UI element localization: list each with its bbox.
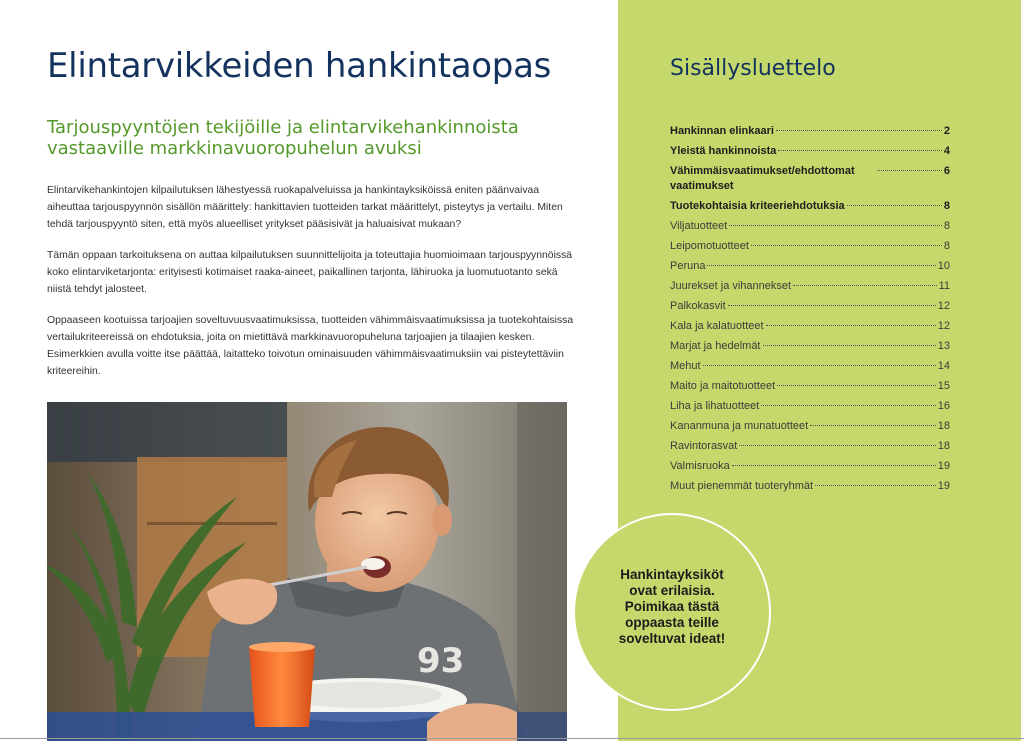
toc-item-page: 8 (943, 220, 950, 232)
toc-item-label: Ravintorasvat (670, 440, 738, 452)
toc-item[interactable] (670, 459, 950, 474)
toc-item-label: Tuotekohtaisia kriteeriehdotuksia (670, 200, 845, 212)
toc-item[interactable] (670, 199, 950, 214)
toc-item-page: 8 (943, 200, 950, 212)
toc-item-page: 12 (937, 320, 950, 332)
toc-item-page: 18 (937, 440, 950, 452)
callout-circle (573, 513, 771, 711)
toc-item-label: Maito ja maitotuotteet (670, 380, 776, 392)
toc-item-label: Muut pienemmät tuoteryhmät (670, 480, 814, 492)
toc-item-page: 19 (937, 480, 950, 492)
toc-item[interactable] (670, 239, 950, 254)
photo-illustration (47, 402, 567, 741)
toc-item-page: 16 (937, 400, 950, 412)
intro-paragraph-1: Elintarvikehankintojen kilpailutuksen lähestyessä ruokapalveluissa ja hankintayksiköissä eniten päänvaivaa aiheuttaa tarjouspyynnön sisällön määrittely: hankittavien tuotteiden tarkat määrittelyt, pisteytys ja vertailu. Miten tehdä tarjouspyyntö siten, että myös alueelliset yritykset pääsisivät ja haluaisivat mukaan? (47, 185, 563, 230)
toc-item-page: 2 (943, 125, 950, 137)
toc-item[interactable] (670, 124, 950, 139)
toc-item[interactable] (670, 479, 950, 494)
toc-item-label: Marjat ja hedelmät (670, 340, 761, 352)
toc-item-label: Yleistä hankinnoista (670, 145, 777, 157)
toc-item-page: 12 (937, 300, 950, 312)
toc-item-label: Valmisruoka (670, 460, 730, 472)
toc-list (670, 124, 950, 499)
toc-item[interactable] (670, 299, 950, 314)
toc-item[interactable] (670, 219, 950, 234)
page-subtitle: Tarjouspyyntöjen tekijöille ja elintarvikehankinnoista vastaaville markkinavuoropuhelun avuksi (47, 117, 519, 159)
toc-item[interactable] (670, 399, 950, 414)
intro-text (47, 182, 582, 394)
intro-paragraph-2: Tämän oppaan tarkoituksena on auttaa kilpailutuksen suunnittelijoita ja toteuttajia huomioimaan tarjouspyynnöissä koko elintarviketarjonta: erityisesti kotimaiset raaka-aineet, paikallinen tarjonta, lähiruoka ja luomutuotanto sekä niistä tehdyt jalosteet. (47, 250, 573, 295)
toc-item[interactable] (670, 319, 950, 334)
toc-item[interactable] (670, 359, 950, 374)
toc-item-page: 14 (937, 360, 950, 372)
toc-item-label: Mehut (670, 360, 701, 372)
toc-item[interactable] (670, 419, 950, 434)
toc-item-page: 8 (943, 240, 950, 252)
toc-item[interactable] (670, 339, 950, 354)
toc-item-page: 13 (937, 340, 950, 352)
toc-item-page: 19 (937, 460, 950, 472)
toc-item-label: Hankinnan elinkaari (670, 125, 774, 137)
toc-item-label: Juurekset ja vihannekset (670, 280, 792, 292)
toc-item-page: 6 (943, 165, 950, 177)
toc-item[interactable] (670, 279, 950, 294)
shirt-number: 93 (417, 641, 465, 681)
intro-paragraph-3: Oppaaseen kootuissa tarjoajien soveltuvuusvaatimuksissa, tuotteiden vähimmäisvaatimuksissa ja tuotekohtaisissa vertailukriteereissä on ehdotuksia, joita on mietittävä markkinavuoropuheluna tarjoajien ja tilaajien kesken. Esimerkkien avulla voitte itse päättää, laitatteko toivotun ominaisuuden vähimmäisvaatimuksiin vai pisteytettäviin kriteereihin. (47, 315, 574, 377)
toc-item[interactable] (670, 144, 950, 159)
toc-item-label: Kala ja kalatuotteet (670, 320, 764, 332)
toc-item-page: 15 (937, 380, 950, 392)
toc-item-label: Peruna (670, 260, 706, 272)
toc-item-label: Kananmuna ja munatuotteet (670, 420, 809, 432)
toc-item-page: 11 (938, 280, 950, 292)
toc-item-page: 4 (943, 145, 950, 157)
page-title: Elintarvikkeiden hankintaopas (47, 46, 552, 86)
toc-item-page: 18 (937, 420, 950, 432)
toc-item[interactable] (670, 439, 950, 454)
toc-item-label: Liha ja lihatuotteet (670, 400, 760, 412)
toc-item-label: Vähimmäisvaatimukset/ehdottomat vaatimukset (670, 165, 855, 192)
toc-item[interactable] (670, 164, 950, 194)
toc-item-page: 10 (937, 260, 950, 272)
page-bottom-border (0, 738, 1024, 739)
toc-item[interactable] (670, 259, 950, 274)
toc-item-label: Leipomotuotteet (670, 240, 749, 252)
toc-title: Sisällysluettelo (670, 56, 836, 81)
toc-item-label: Viljatuotteet (670, 220, 728, 232)
toc-item[interactable] (670, 379, 950, 394)
toc-item-label: Palkokasvit (670, 300, 726, 312)
child-eating-photo (47, 402, 567, 741)
callout-text: Hankintayksiköt ovat erilaisia. Poimikaa tästä oppaasta teille soveltuvat ideat! (618, 567, 726, 646)
